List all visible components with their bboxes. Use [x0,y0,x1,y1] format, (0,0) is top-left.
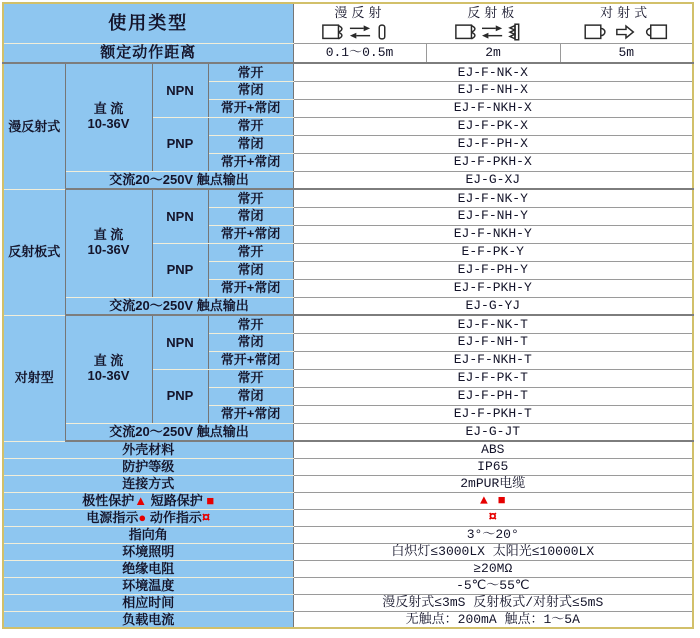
output-mode-cell: 常闭 [208,333,293,351]
dc-voltage: 10-36V [87,242,130,258]
model-cell: E-F-PK-Y [293,243,693,261]
type-label-reflector: 反射板 [467,5,519,20]
spec-label-load-current: 负载电流 [3,611,293,628]
ac-output-label: 交流20～250V 触点输出 [65,171,293,189]
output-mode-cell: 常开 [208,243,293,261]
spec-value-insulation: ≥20MΩ [293,560,693,577]
output-mode-cell: 常闭 [208,207,293,225]
model-cell: EJ-F-NK-Y [293,189,693,207]
dc-label: 直 流 [93,353,124,369]
action-indicator-label: 动作指示 [149,509,202,525]
usage-type-header: 使用类型 [3,3,293,43]
circle-symbol: ● [138,509,147,525]
sensor-type-header [293,3,693,43]
output-mode-cell: 常开 [208,63,293,81]
output-mode-cell: 常开 [208,369,293,387]
short-circuit-label: 短路保护 [150,492,203,508]
pnp-cell: PNP [152,117,208,171]
model-cell: EJ-F-NKH-T [293,351,693,369]
spec-label-polarity-short [3,492,293,509]
model-cell: EJ-F-PH-T [293,387,693,405]
spec-value-response-time: 漫反射式≤3mS 反射板式/对射式≤5mS [293,594,693,611]
spec-label-ambient-light: 环境照明 [3,543,293,560]
spec-value-indicators [293,509,693,526]
type-through-beam [559,4,692,43]
spec-label-protection: 防护等级 [3,458,293,475]
type-reflector [426,4,559,43]
spec-label-connection: 连接方式 [3,475,293,492]
spec-value-load-current: 无触点：200mA 触点：1～5A [293,611,693,628]
spec-label-housing: 外壳材料 [3,441,293,458]
pnp-cell: PNP [152,243,208,297]
square-symbol: ■ [206,492,215,508]
power-dc-cell [65,63,152,171]
output-mode-cell: 常开 [208,117,293,135]
distance-through-beam: 5m [560,43,693,63]
model-cell: EJ-F-PKH-T [293,405,693,423]
section-type-cell: 对射型 [3,315,65,441]
spec-label-insulation: 绝缘电阻 [3,560,293,577]
output-mode-cell: 常开+常闭 [208,225,293,243]
spec-value-connection: 2mPUR电缆 [293,475,693,492]
model-cell: EJ-F-PK-T [293,369,693,387]
model-cell: EJ-F-NH-X [293,81,693,99]
npn-cell: NPN [152,63,208,117]
ac-output-label: 交流20～250V 触点输出 [65,423,293,441]
section-type-cell: 漫反射式 [3,63,65,189]
type-label-through-beam: 对射式 [600,5,652,20]
output-mode-cell: 常闭 [208,81,293,99]
model-cell: EJ-F-PKH-Y [293,279,693,297]
output-mode-cell: 常闭 [208,261,293,279]
distance-reflector: 2m [426,43,560,63]
model-cell: EJ-F-PH-Y [293,261,693,279]
type-label-diffuse: 漫反射 [334,5,386,20]
distance-diffuse: 0.1～0.5m [293,43,426,63]
model-cell: EJ-F-NH-Y [293,207,693,225]
output-mode-cell: 常开+常闭 [208,99,293,117]
square-symbol: ■ [497,492,506,508]
output-mode-cell: 常开 [208,189,293,207]
output-mode-cell: 常开 [208,315,293,333]
spec-label-angle: 指向角 [3,526,293,543]
model-cell: EJ-F-PKH-X [293,153,693,171]
spec-value-protection: IP65 [293,458,693,475]
section-type-cell: 反射板式 [3,189,65,315]
triangle-symbol: ▲ [479,492,488,508]
rated-distance-header: 额定动作距离 [3,43,293,63]
model-cell: EJ-G-XJ [293,171,693,189]
npn-cell: NPN [152,189,208,243]
power-indicator-label: 电源指示 [86,509,139,525]
model-cell: EJ-F-NKH-X [293,99,693,117]
output-mode-cell: 常闭 [208,387,293,405]
spec-value-housing: ABS [293,441,693,458]
dc-label: 直 流 [93,227,124,243]
reflector-sensor-icon [445,20,541,43]
sun-symbol: ¤ [488,509,498,526]
spec-value-angle: 3°～20° [293,526,693,543]
sun-symbol: ¤ [201,509,211,526]
through-beam-sensor-icon [574,20,678,43]
ac-output-label: 交流20～250V 触点输出 [65,297,293,315]
spec-label-temperature: 环境温度 [3,577,293,594]
power-dc-cell [65,315,152,423]
model-cell: EJ-G-JT [293,423,693,441]
npn-cell: NPN [152,315,208,369]
model-cell: EJ-F-NKH-Y [293,225,693,243]
spec-table [2,2,694,629]
dc-voltage: 10-36V [87,116,130,132]
diffuse-sensor-icon [312,20,408,43]
spec-label-indicators [3,509,293,526]
model-cell: EJ-F-NK-X [293,63,693,81]
pnp-cell: PNP [152,369,208,423]
polarity-label: 极性保护 [82,492,135,508]
dc-label: 直 流 [93,101,124,117]
output-mode-cell: 常开+常闭 [208,279,293,297]
spec-value-temperature: -5℃～55℃ [293,577,693,594]
triangle-symbol: ▲ [134,492,148,508]
model-cell: EJ-F-PK-X [293,117,693,135]
model-cell: EJ-F-NK-T [293,315,693,333]
spec-value-polarity-short [293,492,693,509]
model-cell: EJ-F-PH-X [293,135,693,153]
output-mode-cell: 常开+常闭 [208,153,293,171]
output-mode-cell: 常开+常闭 [208,405,293,423]
spec-label-response-time: 相应时间 [3,594,293,611]
model-cell: EJ-F-NH-T [293,333,693,351]
model-cell: EJ-G-YJ [293,297,693,315]
spec-value-ambient-light: 白炽灯≤3000LX 太阳光≤10000LX [293,543,693,560]
output-mode-cell: 常闭 [208,135,293,153]
type-diffuse [294,4,427,43]
output-mode-cell: 常开+常闭 [208,351,293,369]
power-dc-cell [65,189,152,297]
dc-voltage: 10-36V [87,368,130,384]
